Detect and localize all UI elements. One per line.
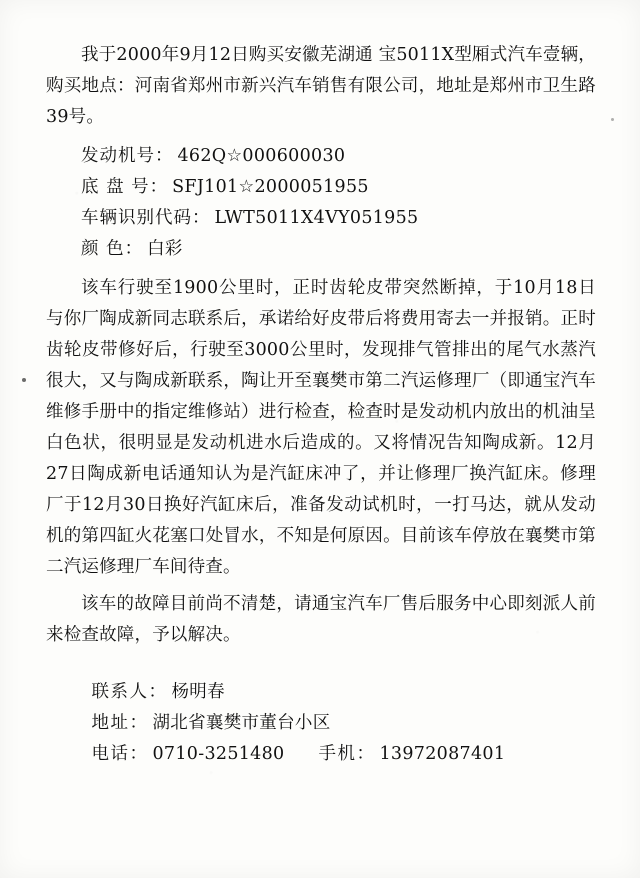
field-value: 462Q☆000600030 [177,146,346,166]
contact-tel-value: 0710-3251480 [152,744,285,764]
field-label: 底 盘 号： [81,177,169,197]
scan-speck [22,378,26,382]
document-body [46,40,596,770]
fault-description-paragraph: 该车行驶至1900公里时，正时齿轮皮带突然断掉，于10月18日与你厂陶成新同志联系后，承诺给好皮带后将费用寄去一并报销。正时齿轮皮带修好后，行驶至3000公里时，发现排气管排出的尾气水蒸汽很大，又与陶成新联系，陶让开至襄樊市第二汽运修理厂（即通宝汽车维修手册中的指定维修站）进行检查，检查时是发动机内放出的机油呈白色状，很明显是发动机进水后造成的。又将情况告知陶成新。12月27日陶成新电话通知认为是汽缸床冲了，并让修理厂换汽缸床。修理厂于12月30日换好汽缸床后，准备发动试机时，一打马达，就从发动机的第四缸火花塞口处冒水，不知是何原因。目前该车停放在襄樊市第二汽运修理厂车间待查。 [46,278,596,577]
contact-name-row [92,677,597,708]
contact-address-row [92,708,597,739]
field-value: 白彩 [147,239,183,259]
contact-mobile-label: 手机： [318,744,376,764]
contact-address-label: 地址： [91,713,149,733]
field-row-engine-number [81,141,596,172]
field-label: 车辆识别代码： [81,208,211,228]
field-row-color [81,234,596,265]
field-value: LWT5011X4VY051955 [214,208,419,228]
contact-name-value: 杨明春 [171,682,225,702]
field-value: SFJ101☆2000051955 [172,177,369,197]
contact-name-label: 联系人： [91,682,168,702]
request-paragraph: 该车的故障目前尚不清楚，请通宝汽车厂售后服务中心即刻派人前来检查故障，予以解决。 [46,594,596,645]
contact-mobile-value: 13972087401 [379,744,506,764]
purchase-paragraph: 我于2000年9月12日购买安徽芜湖通 宝5011X型厢式汽车壹辆，购买地点：河南省郑州市新兴汽车销售有限公司，地址是郑州市卫生路39号。 [46,45,596,127]
field-row-chassis-number [81,172,596,203]
scan-speck [300,470,303,473]
contact-block [46,677,596,770]
contact-address-value: 湖北省襄樊市董台小区 [152,713,331,733]
field-label: 颜 色： [81,239,144,259]
field-label: 发动机号： [81,146,174,166]
spacer [46,133,596,139]
scan-speck [611,118,614,121]
field-row-vin [81,203,596,234]
contact-phone-row [92,739,597,770]
contact-tel-label: 电话： [91,744,149,764]
vehicle-info-fields [46,141,596,265]
